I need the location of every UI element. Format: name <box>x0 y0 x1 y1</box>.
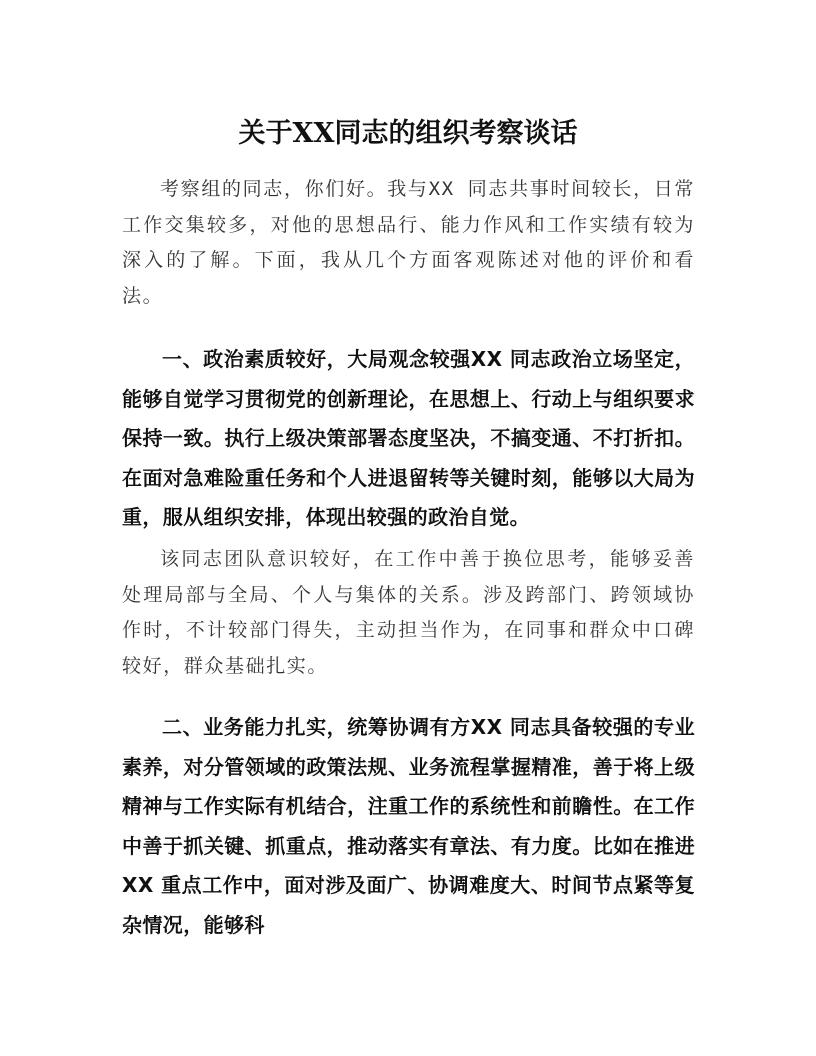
paragraph-team-awareness: 该同志团队意识较好，在工作中善于换位思考，能够妥善处理局部与全局、个人与集体的关系。涉及跨部门、跨领域协作时，不计较部门得失，主动担当作为，在同事和群众中口碑较好，群众基础扎实。 <box>122 548 695 677</box>
paragraph-political-quality: 一、政治素质较好，大局观念较强XX 同志政治立场坚定，能够自觉学习贯彻党的创新理论，在思想上、行动上与组织要求保持一致。执行上级决策部署态度坚决，不搞变通、不打折扣。在面对急难险重任务和个人进退留转等关键时刻，能够以大局为重，服从组织安排，体现出较强的政治自觉。 <box>122 347 695 529</box>
paragraph-business-ability: 二、业务能力扎实，统筹协调有方XX 同志具备较强的专业素养，对分管领域的政策法规、业务流程掌握精准，善于将上级精神与工作实际有机结合，注重工作的系统性和前瞻性。在工作中善于抓关键、抓重点，推动落实有章法、有力度。比如在推进XX 重点工作中，面对涉及面广、协调难度大、时间节点紧等复杂情况，能够科 <box>122 715 695 937</box>
paragraph-intro: 考察组的同志，你们好。我与XX 同志共事时间较长，日常工作交集较多，对他的思想品行、能力作风和工作实绩有较为深入的了解。下面，我从几个方面客观陈述对他的评价和看法。 <box>122 178 695 307</box>
document-title: 关于XX同志的组织考察谈话 <box>238 118 578 149</box>
